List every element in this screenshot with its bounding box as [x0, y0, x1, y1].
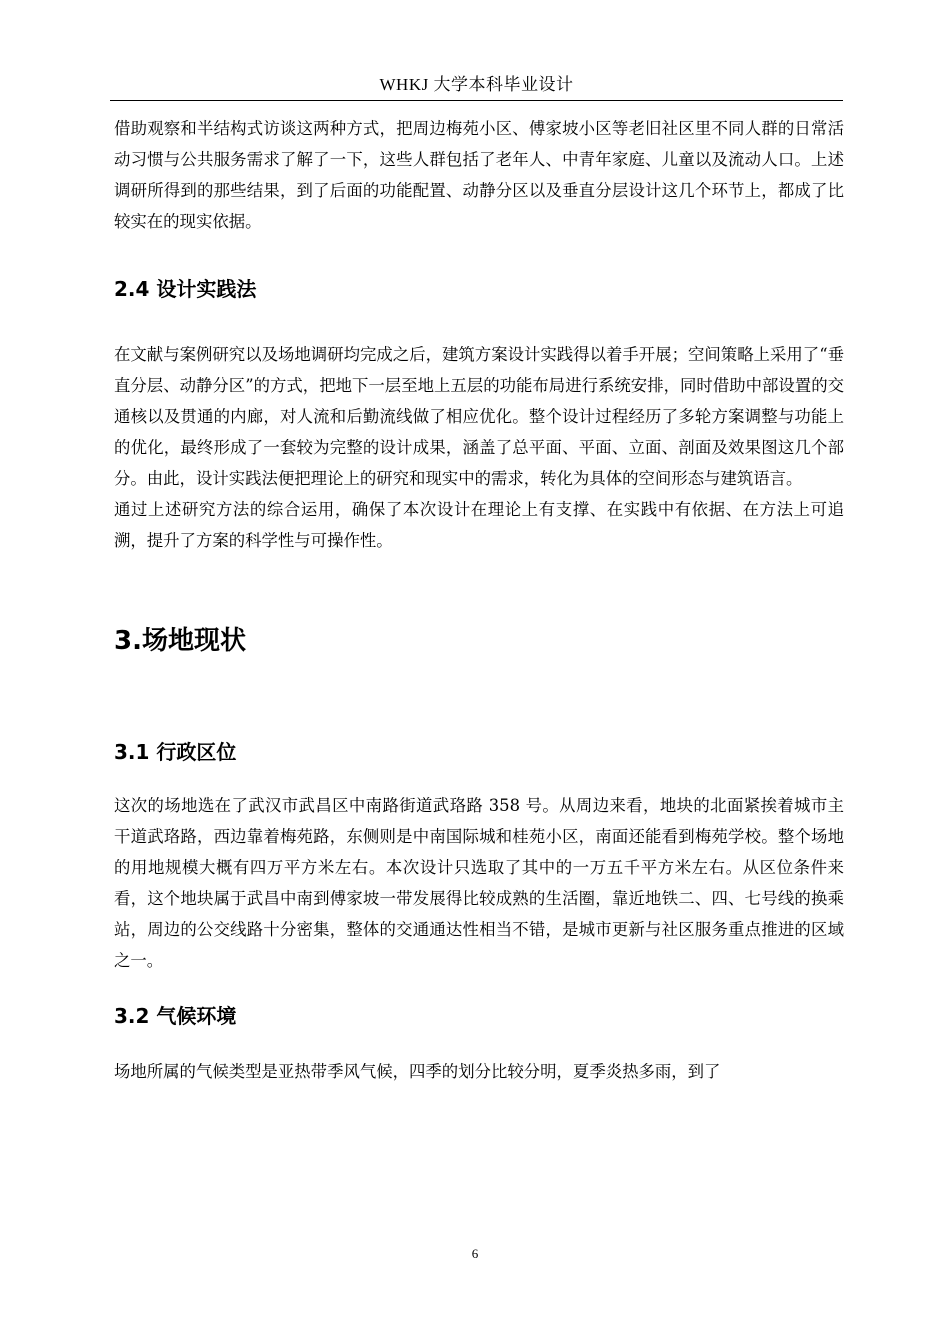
section-3-2-heading: 3.2 气候环境 — [114, 1004, 237, 1028]
page-header — [110, 74, 843, 101]
section-3-1-paragraph: 这次的场地选在了武汉市武昌区中南路街道武珞路 358 号。从周边来看，地块的北面紧挨着城市主干道武珞路，西边靠着梅苑路，东侧则是中南国际城和桂苑小区，南面还能看到梅苑学校。整个场地的用地规模大概有四万平方米左右。本次设计只选取了其中的一万五千平方米左右。从区位条件来看，这个地块属于武昌中南到傅家坡一带发展得比较成熟的生活圈，靠近地铁二、四、七号线的换乘站，周边的公交线路十分密集，整体的交通通达性相当不错，是城市更新与社区服务重点推进的区域之一。 — [114, 796, 844, 970]
header-title: WHKJ 大学本科毕业设计 — [379, 75, 574, 94]
document-body — [114, 113, 844, 1087]
section-2-4-heading: 2.4 设计实践法 — [114, 277, 257, 301]
section-3-1-heading: 3.1 行政区位 — [114, 740, 237, 764]
intro-paragraph: 借助观察和半结构式访谈这两种方式，把周边梅苑小区、傅家坡小区等老旧社区里不同人群的日常活动习惯与公共服务需求了解了一下，这些人群包括了老年人、中青年家庭、儿童以及流动人口。上述调研所得到的那些结果，到了后面的功能配置、动静分区以及垂直分层设计这几个环节上，都成了比较实在的现实依据。 — [114, 119, 844, 231]
section-3-heading: 3.场地现状 — [114, 626, 246, 656]
section-3-2-paragraph: 场地所属的气候类型是亚热带季风气候，四季的划分比较分明，夏季炎热多雨，到了 — [114, 1062, 721, 1081]
page-number: 6 — [471, 1246, 479, 1261]
section-2-4-paragraph-1: 在文献与案例研究以及场地调研均完成之后，建筑方案设计实践得以着手开展；空间策略上采用了“垂直分层、动静分区”的方式，把地下一层至地上五层的功能布局进行系统安排，同时借助中部设置的交通核以及贯通的内廊，对人流和后勤流线做了相应优化。整个设计过程经历了多轮方案调整与功能上的优化，最终形成了一套较为完整的设计成果，涵盖了总平面、平面、立面、剖面及效果图这几个部分。由此，设计实践法便把理论上的研究和现实中的需求，转化为具体的空间形态与建筑语言。 — [114, 345, 844, 488]
section-2-4-paragraph-2: 通过上述研究方法的综合运用，确保了本次设计在理论上有支撑、在实践中有依据、在方法上可追溯，提升了方案的科学性与可操作性。 — [114, 500, 844, 550]
